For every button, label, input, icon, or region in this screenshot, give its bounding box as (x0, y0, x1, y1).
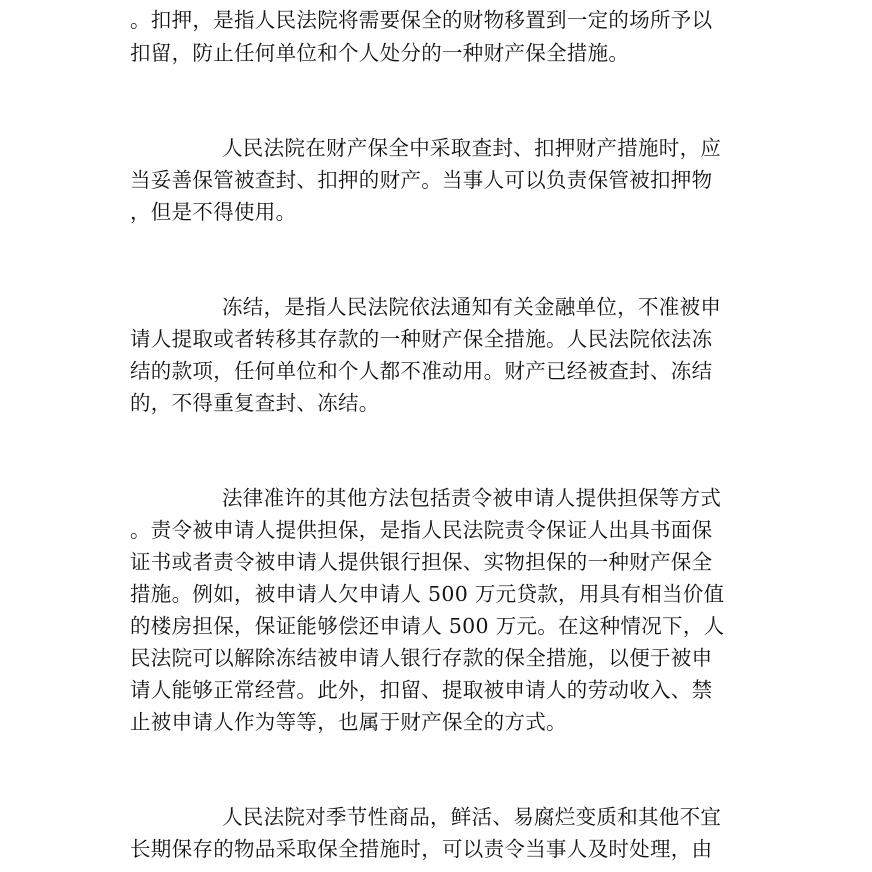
paragraph-line: 人民法院对季节性商品，鲜活、易腐烂变质和其他不宜 (222, 805, 722, 829)
paragraph-line: 的楼房担保，保证能够偿还申请人 500 万元。在这种情况下，人 (130, 614, 725, 638)
paragraph-line: 。扣押，是指人民法院将需要保全的财物移置到一定的场所予以 (130, 8, 713, 32)
paragraph-line: ，但是不得使用。 (130, 200, 297, 224)
paragraph-line: 人民法院在财产保全中采取查封、扣押财产措施时，应 (222, 136, 722, 160)
paragraph-line: 措施。例如，被申请人欠申请人 500 万元贷款，用具有相当价值 (130, 582, 725, 606)
paragraph-line: 扣留，防止任何单位和个人处分的一种财产保全措施。 (130, 41, 630, 65)
paragraph-line: 长期保存的物品采取保全措施时，可以责令当事人及时处理，由 (130, 837, 713, 861)
paragraph-line: 止被申请人作为等等，也属于财产保全的方式。 (130, 710, 567, 734)
paragraph-line: 冻结，是指人民法院依法通知有关金融单位，不准被申 (222, 295, 722, 319)
paragraph-line: 的，不得重复查封、冻结。 (130, 391, 380, 415)
paragraph-line: 。责令被申请人提供担保，是指人民法院责令保证人出具书面保 (130, 518, 713, 542)
paragraph-line: 结的款项，任何单位和个人都不准动用。财产已经被查封、冻结 (130, 359, 713, 383)
paragraph-line: 法律准许的其他方法包括责令被申请人提供担保等方式 (222, 486, 722, 510)
paragraph-line: 请人能够正常经营。此外，扣留、提取被申请人的劳动收入、禁 (130, 678, 713, 702)
paragraph-line: 当妥善保管被查封、扣押的财产。当事人可以负责保管被扣押物 (130, 168, 713, 192)
paragraph-line: 民法院可以解除冻结被申请人银行存款的保全措施，以便于被申 (130, 646, 713, 670)
paragraph-line: 证书或者责令被申请人提供银行担保、实物担保的一种财产保全 (130, 550, 713, 574)
paragraph-line: 请人提取或者转移其存款的一种财产保全措施。人民法院依法冻 (130, 327, 713, 351)
